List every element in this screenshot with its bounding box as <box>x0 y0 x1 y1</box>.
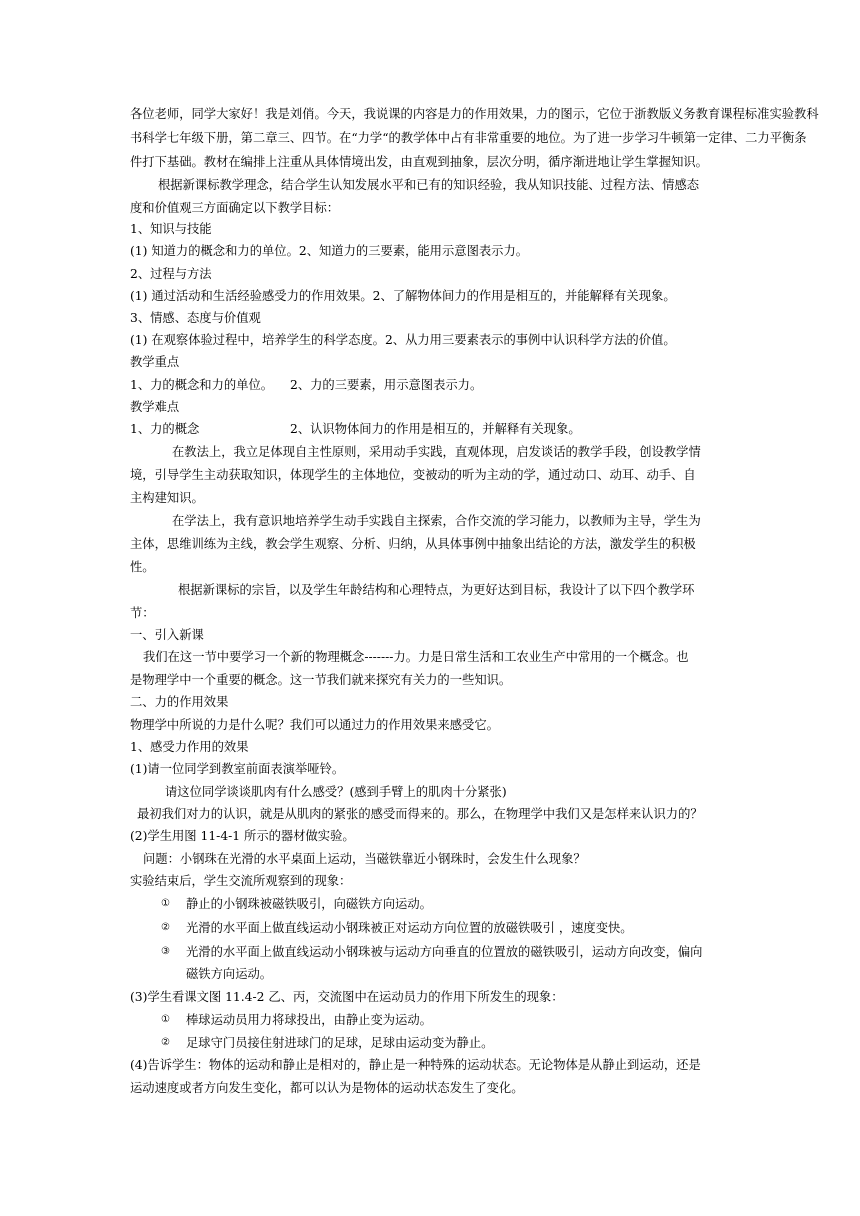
goal-text-2: (1) 通过活动和生活经验感受力的作用效果。2、了解物体间力的作用是相互的，并能解释有关现象。 <box>130 289 676 303</box>
step4-line-1: (4)告诉学生：物体的运动和静止是相对的，静止是一种特殊的运动状态。无论物体是从静止到运动，还是 <box>130 1058 701 1072</box>
goals-intro-line-2: 度和价值观三方面确定以下教学目标： <box>130 201 340 215</box>
teaching-method-line-3: 主构建知识。 <box>130 491 204 505</box>
key-point-1: 1、力的概念和力的单位。 <box>130 378 274 392</box>
design-intro-line-2: 节： <box>130 606 155 620</box>
goal-heading-2: 2、过程与方法 <box>130 267 212 281</box>
learning-method-line-2: 主体，思维训练为主线，教会学生观察、分析、归纳，从具体事例中抽象出结论的方法，激发学生的积极 <box>130 537 696 551</box>
step1: (1)请一位同学到教室前面表演举哑铃。 <box>130 762 345 776</box>
intro-line-1: 各位老师，同学大家好！我是刘俏。今天，我说课的内容是力的作用效果，力的图示，它位于浙教版义务教育课程标准实验教科 <box>130 107 819 121</box>
key-points-heading: 教学重点 <box>130 355 180 369</box>
difficulty-1: 1、力的概念 <box>130 422 200 436</box>
step2-question: 问题：小钢珠在光滑的水平桌面上运动，当磁铁靠近小钢珠时，会发生什么现象？ <box>143 852 586 866</box>
phenomenon-number-2: ② <box>161 1037 170 1048</box>
observation-1: 静止的小钢珠被磁铁吸引，向磁铁方向运动。 <box>186 897 432 911</box>
observation-number-1: ① <box>161 898 170 909</box>
goal-text-3: (1) 在观察体验过程中，培养学生的科学态度。2、从力用三要素表示的事例中认识科学方法的价值。 <box>130 333 676 347</box>
step3: (3)学生看课文图 11.4-2 乙、丙，交流图中在运动员力的作用下所发生的现象： <box>130 990 564 1004</box>
section2-sub1: 1、感受力作用的效果 <box>130 740 249 754</box>
step1-question: 请这位同学谈谈肌肉有什么感受？(感到手臂上的肌肉十分紧张) <box>165 785 507 799</box>
intro-line-2: 书科学七年级下册，第二章三、四节。在“力学“的教学体中占有非常重要的地位。为了进一步学习牛顿第一定律、二力平衡条 <box>130 131 807 145</box>
section1-line-2: 是物理学中一个重要的概念。这一节我们就来探究有关力的一些知识。 <box>130 673 512 687</box>
goal-text-1: (1) 知道力的概念和力的单位。2、知道力的三要素，能用示意图表示力。 <box>130 244 529 258</box>
step2-after: 实验结束后，学生交流所观察到的现象： <box>130 874 352 888</box>
phenomenon-1: 棒球运动员用力将球投出，由静止变为运动。 <box>186 1013 432 1027</box>
teaching-method-line-2: 境，引导学生主动获取知识，体现学生的主体地位，变被动的听为主动的学，通过动口、动耳、动手、自 <box>130 468 696 482</box>
section2-intro: 物理学中所说的力是什么呢？我们可以通过力的作用效果来感受它。 <box>130 718 499 732</box>
goal-heading-1: 1、知识与技能 <box>130 222 212 236</box>
difficulties-heading: 教学难点 <box>130 400 180 414</box>
observation-3-cont: 磁铁方向运动。 <box>186 967 273 981</box>
learning-method-line-1: 在学法上，我有意识地培养学生动手实践自主探索，合作交流的学习能力，以教师为主导，学生为 <box>172 514 701 528</box>
goals-intro-line-1: 根据新课标教学理念，结合学生认知发展水平和已有的知识经验，我从知识技能、过程方法、情感态 <box>158 178 700 192</box>
phenomenon-2: 足球守门员接住射进球门的足球，足球由运动变为静止。 <box>186 1036 494 1050</box>
phenomenon-number-1: ① <box>161 1014 170 1025</box>
learning-method-line-3: 性。 <box>130 560 155 574</box>
section1-heading: 一、引入新课 <box>130 628 204 642</box>
section1-line-1: 我们在这一节中要学习一个新的物理概念-------力。力是日常生活和工农业生产中常用的一个概念。也 <box>143 650 689 664</box>
goal-heading-3: 3、情感、态度与价值观 <box>130 311 261 325</box>
observation-number-3: ③ <box>161 946 170 957</box>
observation-3: 光滑的水平面上做直线运动小钢珠被与运动方向垂直的位置放的磁铁吸引，运动方向改变，偏向 <box>186 945 703 959</box>
key-point-2: 2、力的三要素，用示意图表示力。 <box>290 378 483 392</box>
section2-heading: 二、力的作用效果 <box>130 695 229 709</box>
step1-note: 最初我们对力的认识，就是从肌肉的紧张的感受而得来的。那么，在物理学中我们又是怎样来认识力的？ <box>137 807 703 821</box>
observation-2: 光滑的水平面上做直线运动小钢珠被正对运动方向位置的放磁铁吸引 ，速度变快。 <box>186 921 633 935</box>
step4-line-2: 运动速度或者方向发生变化，都可以认为是物体的运动状态发生了变化。 <box>130 1081 524 1095</box>
step2: (2)学生用图 11-4-1 所示的器材做实验。 <box>130 829 355 843</box>
difficulty-2: 2、认识物体间力的作用是相互的，并解释有关现象。 <box>290 422 581 436</box>
teaching-method-line-1: 在教法上，我立足体现自主性原则，采用动手实践，直观体现，启发谈话的教学手段，创设教学情 <box>172 445 701 459</box>
observation-number-2: ② <box>161 922 170 933</box>
intro-line-3: 件打下基础。教材在编排上注重从具体情境出发，由直观到抽象，层次分明，循序渐进地让学生掌握知识。 <box>130 155 708 169</box>
design-intro-line-1: 根据新课标的宗旨，以及学生年龄结构和心理特点，为更好达到目标，我设计了以下四个教学环 <box>178 583 695 597</box>
